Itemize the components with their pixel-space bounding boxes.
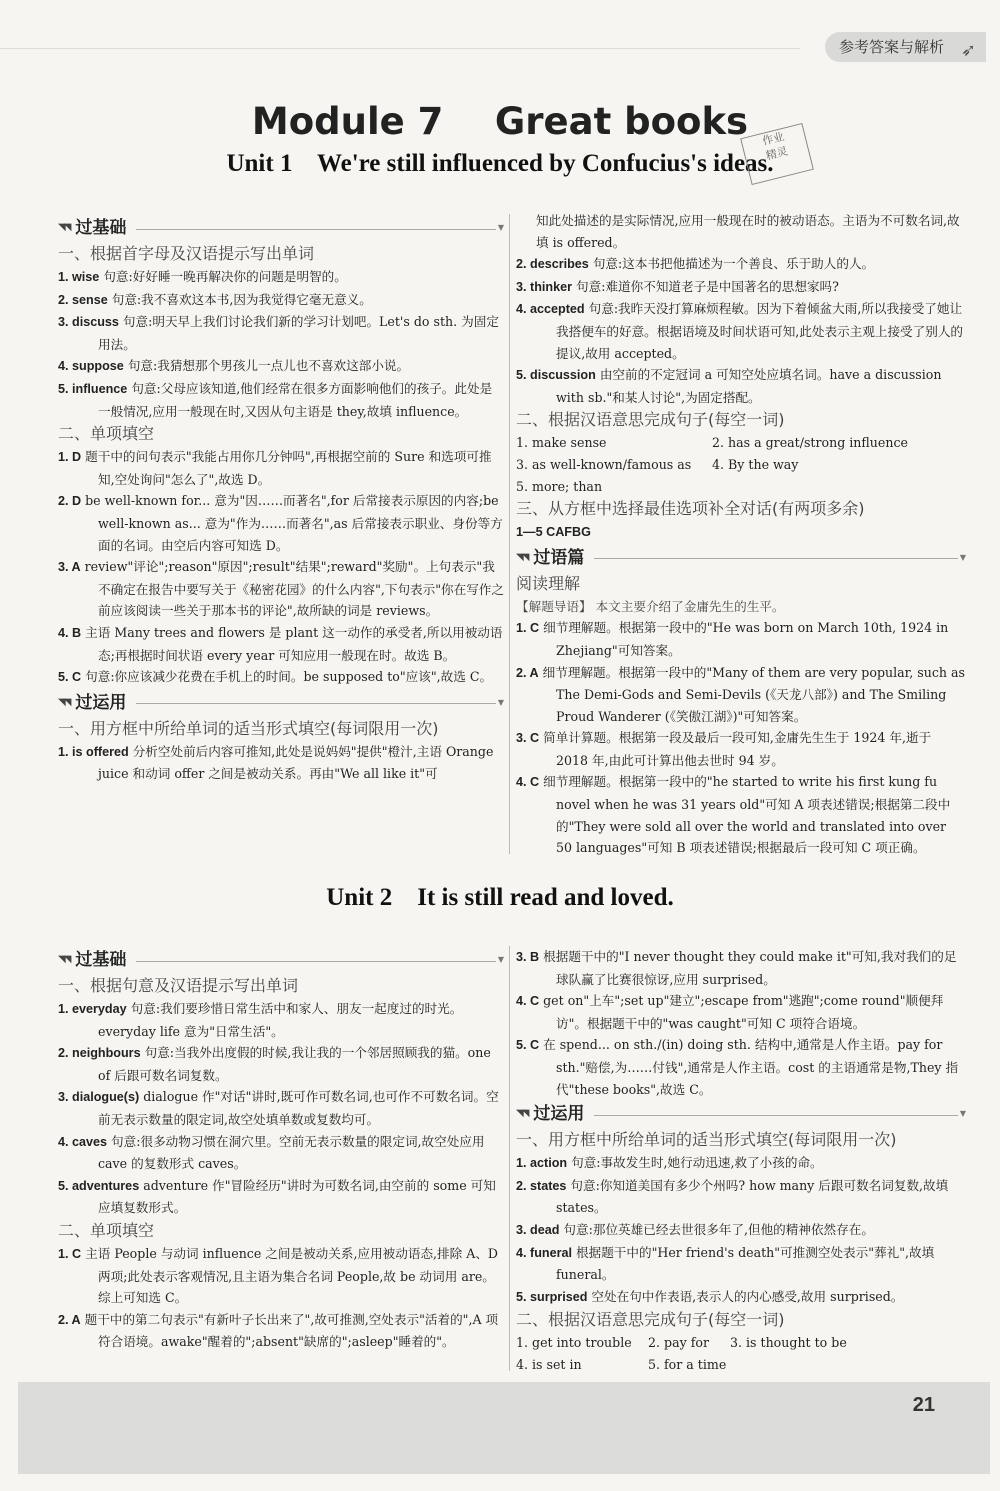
top-rule <box>0 48 800 49</box>
unit1-title: Unit 1 We're still influenced by Confucius's ideas. <box>226 150 774 177</box>
answer-item: 5. for a time <box>648 1356 727 1372</box>
subsection-heading: 一、用方框中所给单词的适当形式填空(每词限用一次) <box>58 718 439 738</box>
answer-item: 1. C 细节理解题。根据第一段中的"He was born on March 10th, 1924 in Zhejiang"可知答案。 <box>516 620 949 658</box>
section-heading: ◥◥ 过语篇 ▼ <box>516 547 966 568</box>
unit1-left-column <box>58 214 504 785</box>
answer-item: 4. B 主语 Many trees and flowers 是 plant 这一动作的承受者,所以用被动语态;再根据时间状语 every year 可知应用一般现在时。故选 B。 <box>58 624 503 663</box>
subsection-heading: 三、从方框中选择最佳选项补全对话(有两项多余) <box>516 499 865 519</box>
answer-item: 1. D 题干中的问句表示"我能占用你几分钟吗",再根据空前的 Sure 和选项可推知,空处询问"怎么了",故选 D。 <box>58 449 492 487</box>
answer-item: 3. dead 句意:那位英雄已经去世很多年了,但他的精神依然存在。 <box>516 1221 874 1237</box>
answer-item: 3. is thought to be <box>730 1335 847 1351</box>
column-divider <box>509 214 510 854</box>
answer-item: 4. By the way <box>712 456 799 472</box>
answer-item: 2. neighbours 句意:当我外出度假的时候,我让我的一个邻居照顾我的猫。one of 后跟可数名词复数。 <box>58 1045 491 1083</box>
guide-text: 【解题导语】 本文主要介绍了金庸先生的生平。 <box>516 598 785 614</box>
subsection-heading: 二、根据汉语意思完成句子(每空一词) <box>516 1310 785 1330</box>
subsection-heading: 二、单项填空 <box>58 424 155 444</box>
answer-item: 2. describes 句意:这本书把他描述为一个善良、乐于助人的人。 <box>516 256 875 272</box>
answer-item: 5. more; than <box>516 478 603 494</box>
stamp-mark: 作业 精灵 <box>740 123 814 185</box>
answer-item: 4. accepted 句意:我昨天没打算麻烦程敏。因为下着倾盆大雨,所以我接受了她让我搭便车的好意。根据语境及时间状语可知,此处表示主观上接受了别人的提议,故用 accepted。 <box>516 301 964 361</box>
answer-item: 2. pay for <box>648 1335 709 1351</box>
answer-item: 3. A review"评论";reason"原因";result"结果";reward"奖励"。上句表示"我不确定在报告中要写关于《秘密花园》的什么内容",下句表示"你在写作之前应该阅读一些关于那本书的评论",故所缺的词是 reviews。 <box>58 559 504 619</box>
answer-item: 1. is offered 分析空处前后内容可推知,此处是说妈妈"提供"橙汁,主语 Orange juice 和动词 offer 之间是被动关系。再由"We all like it"可 <box>58 743 494 782</box>
section-heading: ◥◥ 过基础 ▼ <box>58 218 504 238</box>
section-tab-label: 参考答案与解析 <box>838 38 944 56</box>
section-heading: ◥◥ 过运用 ▼ <box>58 692 504 713</box>
answer-item: 2. A 细节理解题。根据第一段中的"Many of them are very popular, such as The Demi-Gods and Semi-Devils (《天龙八部》) and The Smiling Proud Wanderer (《笑傲江湖》)"可知答案。 <box>516 664 966 724</box>
answer-item: 2. D be well-known for... 意为"因……而著名",for 后常接表示原因的内容;be well-known as... 意为"作为……而著名",as 后常接表示职业、身份等方面的名词。由空后内容可知选 D。 <box>58 493 503 553</box>
unit2-title: Unit 2 It is still read and loved. <box>326 884 674 911</box>
answer-item: 4. is set in <box>516 1356 582 1372</box>
module-title: Module 7 Great books <box>251 100 749 143</box>
subsection-heading: 一、根据首字母及汉语提示写出单词 <box>58 244 315 263</box>
column-divider <box>509 946 510 1371</box>
answer-item: 1. action 句意:事故发生时,她行动迅速,救了小孩的命。 <box>516 1155 823 1171</box>
rocket-icon: ➶ <box>960 40 976 61</box>
answer-item: 4. funeral 根据题干中的"Her friend's death"可推测空处表示"葬礼",故填 funeral。 <box>516 1244 935 1283</box>
subsection-heading: 二、单项填空 <box>58 1220 155 1240</box>
answer-item: 3. dialogue(s) dialogue 作"对话"讲时,既可作可数名词,也可作不可数名词。空前无表示数量的限定词,故空处填单数或复数均可。 <box>58 1089 499 1127</box>
unit2-right-column <box>516 946 966 1376</box>
subsection-heading: 一、根据句意及汉语提示写出单词 <box>58 976 299 995</box>
page-number: 21 <box>912 1394 935 1416</box>
continued-text: 知此处描述的是实际情况,应用一般现在时的被动语态。主语为不可数名词,故填 is offered。 <box>536 213 960 250</box>
answer-item: 4. C get on"上车";set up"建立";escape from"逃跑";come round"顺便拜访"。根据题干中的"was caught"可知 C 项符合语境。 <box>516 993 944 1031</box>
answer-item: 3. C 简单计算题。根据第一段及最后一段可知,金庸先生生于 1924 年,逝于 2018 年,由此可计算出他去世时 94 岁。 <box>516 730 932 768</box>
answer-item: 5. C 在 spend... on sth./(in) doing sth. 结构中,通常是人作主语。pay for sth."赔偿,为……付钱",通常是人作主语。cost 的主语通常是物,They 指代"these books",故选 C。 <box>516 1037 959 1097</box>
answer-item: 3. discuss 句意:明天早上我们讨论我们新的学习计划吧。Let's do sth. 为固定用法。 <box>58 314 499 352</box>
section-heading: ◥◥ 过基础 ▼ <box>58 950 504 970</box>
unit2-left-column <box>58 946 504 1353</box>
answer-item: 2. sense 句意:我不喜欢这本书,因为我觉得它毫无意义。 <box>58 291 372 307</box>
answer-item: 3. thinker 句意:难道你不知道老子是中国著名的思想家吗? <box>516 278 839 294</box>
answer-item: 4. suppose 句意:我猜想那个男孩儿一点儿也不喜欢这部小说。 <box>58 358 410 374</box>
answer-item: 2. states 句意:你知道美国有多少个州吗? how many 后跟可数名词复数,故填 states。 <box>516 1177 949 1216</box>
answer-item: 1. get into trouble <box>516 1335 632 1351</box>
answer-item: 1. make sense <box>516 435 607 451</box>
answer-item: 5. adventures adventure 作"冒险经历"讲时为可数名词,由空前的 some 可知应填复数形式。 <box>58 1177 496 1216</box>
top-bar <box>0 0 1000 68</box>
answer-item: 1. C 主语 People 与动词 influence 之间是被动关系,应用被动语态,排除 A、D 两项;此处表示客观情况,且主语为集合名词 People,故 be 动词用 are。综上可知选 C。 <box>58 1245 499 1306</box>
answer-item: 5. discussion 由空前的不定冠词 a 可知空处应填名词。have a discussion with sb."和某人讨论",为固定搭配。 <box>516 367 942 405</box>
answer-item: 3. as well-known/famous as <box>516 456 692 472</box>
subsection-heading: 一、用方框中所给单词的适当形式填空(每词限用一次) <box>516 1130 897 1150</box>
answer-item: 5. influence 句意:父母应该知道,他们经常在很多方面影响他们的孩子。此处是一般情况,应用一般现在时,又因从句主语是 they,故填 influence。 <box>58 380 493 419</box>
answer-item: 3. B 根据题干中的"I never thought they could make it"可知,我对我们的足球队赢了比赛很惊讶,应用 surprised。 <box>516 949 957 987</box>
answer-item: 1—5 CAFBG <box>516 525 591 540</box>
answer-item: 1. wise 句意:好好睡一晚再解决你的问题是明智的。 <box>58 269 347 284</box>
answer-item: 5. surprised 空处在句中作表语,表示人的内心感受,故用 surprised。 <box>516 1288 904 1304</box>
subsection-heading: 阅读理解 <box>516 573 581 593</box>
answer-item: 5. C 句意:你应该减少花费在手机上的时间。be supposed to"应该",故选 C。 <box>58 669 493 685</box>
section-heading: ◥◥ 过运用 ▼ <box>516 1104 966 1125</box>
page-footer <box>18 1382 990 1474</box>
answer-item: 4. caves 句意:很多动物习惯在洞穴里。空前无表示数量的限定词,故空处应用 cave 的复数形式 caves。 <box>58 1133 485 1172</box>
section-tab <box>825 32 986 62</box>
answer-item: 1. everyday 句意:我们要珍惜日常生活中和家人、朋友一起度过的时光。everyday life 意为"日常生活"。 <box>58 1001 463 1039</box>
answer-item: 4. C 细节理解题。根据第一段中的"he started to write his first kung fu novel when he was 31 years old"可知 A 项表述错误;根据第二段中的"They were sold all over the world and translated into over 50 languages"可知 B 项表述错误;根据最后一段可知 C 项正确。 <box>516 774 951 856</box>
answer-item: 2. A 题干中的第二句表示"有新叶子长出来了",故可推测,空处表示"活着的",A 项符合语境。awake"醒着的";absent"缺席的";asleep"睡着的"。 <box>58 1311 499 1350</box>
subsection-heading: 二、根据汉语意思完成句子(每空一词) <box>516 410 785 430</box>
unit1-right-column <box>516 210 966 859</box>
answer-item: 2. has a great/strong influence <box>712 435 908 451</box>
